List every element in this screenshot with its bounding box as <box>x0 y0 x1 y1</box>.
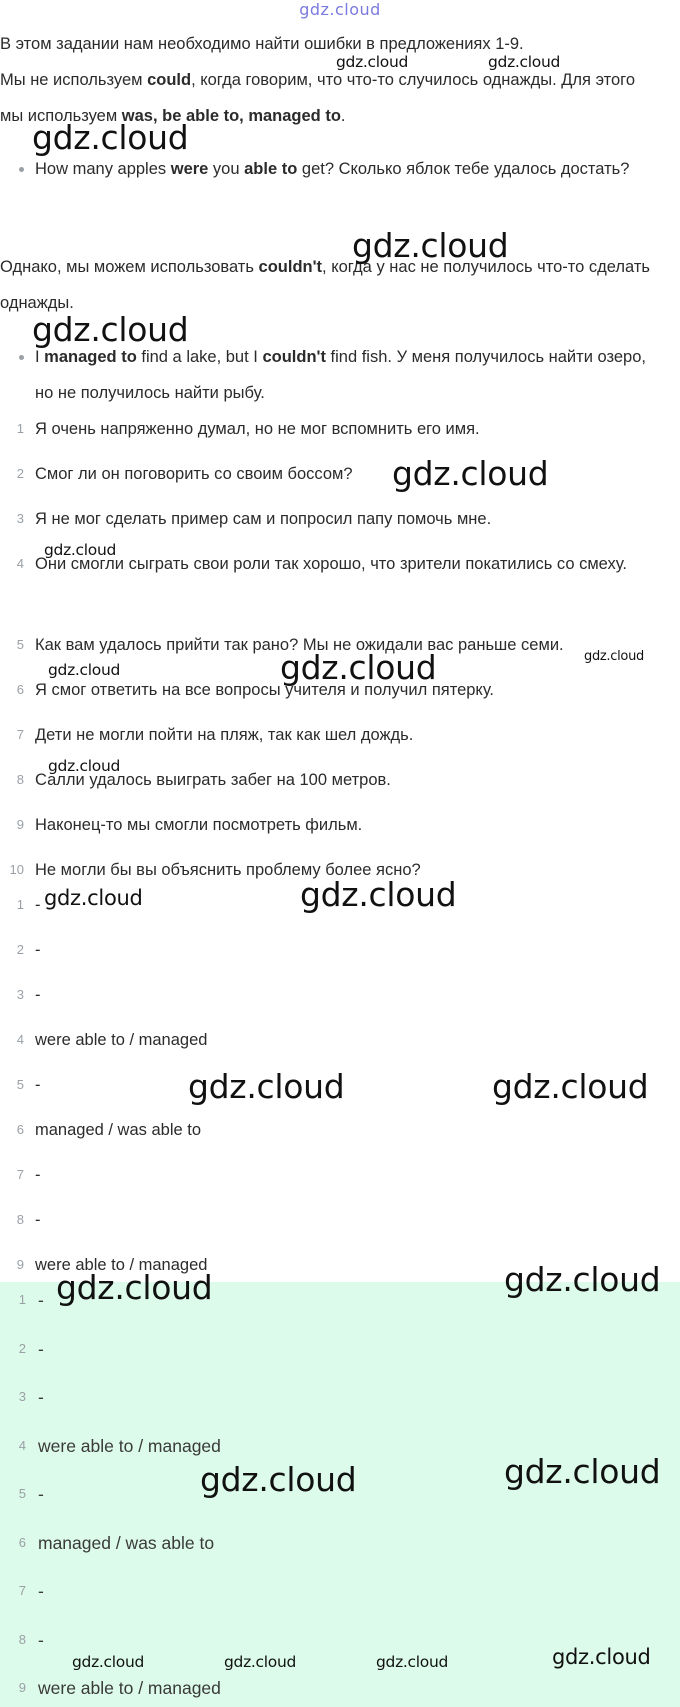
watermark: gdz.cloud <box>504 1260 661 1299</box>
rule-text: , когда говорим, что что-то случилось однажды. Для этого мы используем <box>0 71 636 125</box>
watermark: gdz.cloud <box>32 310 189 349</box>
bullet-dot-icon <box>19 167 24 172</box>
rule-keywords: was, be able to, managed to <box>121 107 341 125</box>
watermark: gdz.cloud <box>188 1067 345 1106</box>
watermark: gdz.cloud <box>584 649 644 664</box>
rule-keyword: could <box>147 71 192 89</box>
solution-page: gdz.cloud В этом задании нам необходимо найти ошибки в предложениях 1-9. Мы не используем could, когда говорим, что что-то случилось однажды. Для этого мы используем was, be able to, managed to. How many apples were you able to get? Сколько яблок тебе удалось достать? Однако, мы можем использовать couldn't, когда у нас не получилось что-то сделать однажды. I managed to find a lake, but I couldn't find fish. У меня получилось найти озеро, но не получилось найти рыбу. 1 Я очень напряженно думал, но не мог вспомнить его имя. 2 Смог ли он поговорить со своим боссом? 3 Я не мог сделать пример сам и попросил папу помочь мне. 4 Они смогли сыграть свои роли так хорошо, что зрители покатились со смеху. 5 Как вам удалось прийти так рано? Мы не ожидали вас раньше семи. 6 Я смог ответить на все вопросы учителя и получил пятерку. 7 Дети не могли пойти на пляж, так как шел дождь. 8 Салли удалось выиграть забег на 100 метров. 9 Наконец-то мы смогли посмотреть фильм. 10 Не могли бы вы объяснить проблему более ясно? 1 - 2 - 3 - 4 were able to / managed 5 - 6 managed / was able to 7 - 8 - 9 were able to / managed 1 - 2 - 3 - 4 were able to / managed 5 - 6 managed / was able to 7 - 8 - 9 were able to / managed gdz.cloud gdz.cloud gdz.cloud gdz.cloud gdz.cloud gdz.cloud gdz.cloud gdz.cloud gdz.cloud gdz.cloud gdz.cloud gdz.cloud gdz.cloud gdz.cloud gdz.cloud gdz.cloud gdz.cloud gdz.cloud gdz.cloud gdz.cloud gdz.cloud gdz.cloud gdz.cloud <box>0 0 680 1707</box>
example-text: How many apples were you able to get? Сколько яблок тебе удалось достать? <box>35 160 630 178</box>
watermark: gdz.cloud <box>352 226 509 265</box>
watermark: gdz.cloud <box>32 118 189 157</box>
watermark: gdz.cloud <box>504 1452 661 1491</box>
intro-line: В этом задании нам необходимо найти ошибки в предложениях 1-9. <box>0 35 524 53</box>
watermark: gdz.cloud <box>48 757 121 775</box>
watermark: gdz.cloud <box>300 875 457 914</box>
watermark: gdz.cloud <box>72 1653 145 1671</box>
exception-paragraph: Однако, мы можем использовать couldn't, когда у нас не получилось что-то сделать однажды. <box>0 258 651 312</box>
watermark: gdz.cloud <box>48 661 121 679</box>
watermark: gdz.cloud <box>56 1268 213 1307</box>
watermark: gdz.cloud <box>488 53 561 71</box>
rule-text: Мы не используем <box>0 71 148 89</box>
watermark: gdz.cloud <box>552 1645 651 1669</box>
example-text: I managed to find a lake, but I couldn't find fish. У меня получилось найти озеро, но не получилось найти рыбу. <box>35 348 646 402</box>
bullet-dot-icon <box>19 355 24 360</box>
watermark: gdz.cloud <box>336 53 409 71</box>
watermark: gdz.cloud <box>376 1653 449 1671</box>
watermark: gdz.cloud <box>44 886 143 910</box>
watermark: gdz.cloud <box>44 541 117 559</box>
watermark: gdz.cloud <box>492 1067 649 1106</box>
watermark: gdz.cloud <box>280 648 437 687</box>
watermark: gdz.cloud <box>392 454 549 493</box>
header-watermark: gdz.cloud <box>299 0 381 19</box>
watermark: gdz.cloud <box>224 1653 297 1671</box>
watermark: gdz.cloud <box>200 1460 357 1499</box>
rule-text: . <box>340 107 346 125</box>
